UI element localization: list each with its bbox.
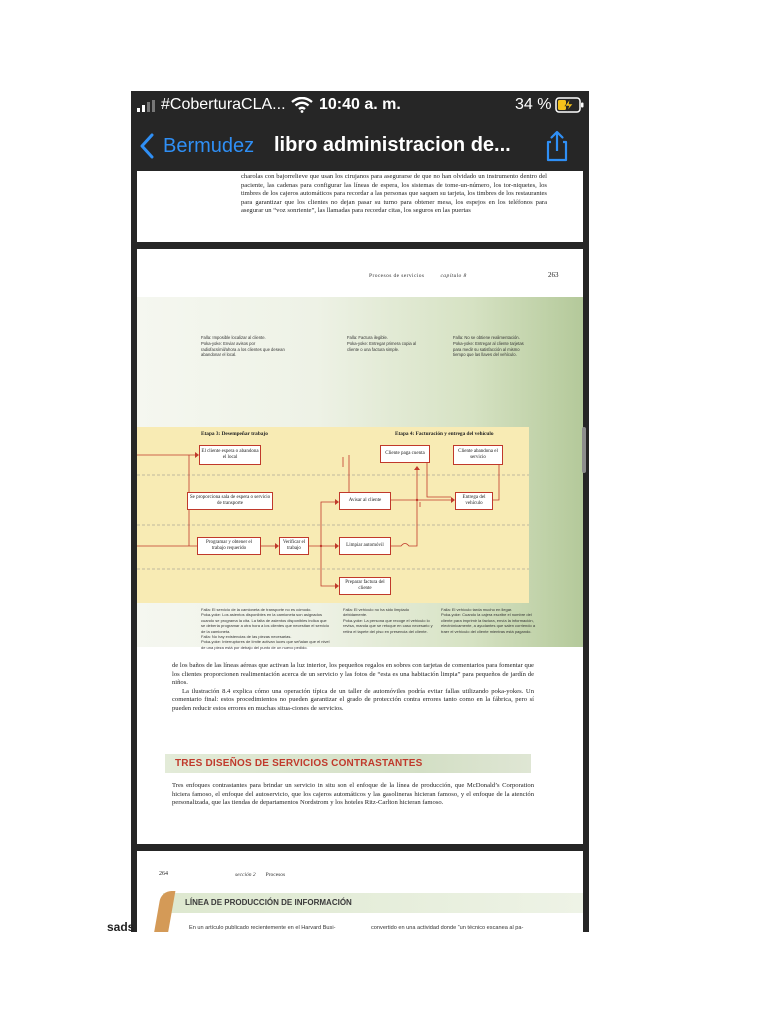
phone-screen [131,91,589,932]
page-number: 263 [548,271,559,279]
paragraph: Tres enfoques contrastantes para brindar un servicio in situ son el enfoque de la línea de producción, que McDonald’s Corporation hiciera famoso, el enfoque del autoservicio, que los cajeros automáticos y las gasolineras hicieran famoso, y el enfoque de la atención personalizada, que las tiendas de departamentos Nordstrom y los hoteles Ritz-Carlton hicieran famoso. [172,782,534,807]
flow-step-box: Avisar al cliente [339,492,391,510]
nav-bar [131,121,589,171]
wifi-icon [291,97,313,113]
box-title: LÍNEA DE PRODUCCIÓN DE INFORMACIÓN [185,898,352,907]
fail-note: Falla: Imposible localizar al cliente. Poka-yoke: Enviar avisos por radiofacsímil/ahora a los clientes que desean abandonar el local. [201,335,285,358]
fail-note: Falla: Factura ilegible. Poka-yoke: Entregar primera copia al cliente o una factura simple. [347,335,417,352]
battery-charging-icon [555,97,585,113]
page-text: charolas con bajorrelieve que usan los cirujanos para asegurarse de que no han olvidado un instrumento dentro del paciente, las cadenas para configurar las líneas de espera, los sistemas de tome-un-número, los tor-niquetes, los timbres de los cajeros automáticos para recordar a las personas que saquen su tarjeta, los timbres de los restaurantes para garantizar que los clientes no dejan pasar su turno para obtener mesa, los espejos en los teléfonos para asegurar un “voz sonriente”, las llamadas para recordar citas, los seguros en las puertas [241,173,547,214]
share-icon[interactable] [543,129,571,163]
flow-step-box: Verificar el trabajo [279,537,309,555]
back-button[interactable] [139,131,254,161]
running-head: Procesos de servicios capítulo 8 [369,273,467,279]
clock-time: 10:40 a. m. [319,96,401,113]
flow-step-box: Programar y obtener el trabajo requerido [197,537,261,555]
box-text: En un artículo publicado recientemente en el Harvard Busi- convertido en una actividad donde “un técnico escanea al pa- [189,925,524,931]
paragraph: de los baños de las líneas aéreas que activan la luz interior, los pequeños regalos en sobres con tarjetas de comentarios para fomentar que los clientes proporcionen realimentación acerca de un servicio y las fotos de “esta es una habitación limpia” para pequeños de jardín de niños. [172,662,534,687]
fail-note: Falla: El vehículo tarda mucho en llegar. Poka-yoke: Cuando la cajera escribe el nombre del cliente para imprimir la factura, envía la información, electrónicamente, a ayudantes que salen corriendo a traer el vehículo del cliente mientras está pagando. [441,607,536,634]
flow-step-box: Preparar factura del cliente [339,577,391,595]
signal-icon [137,100,155,112]
illustration-figure [137,297,583,650]
pdf-page-prev [137,171,583,242]
stray-label: sads [107,920,135,934]
status-bar [131,91,589,119]
chevron-left-icon [139,133,155,159]
stage-4-heading: Etapa 4: Facturación y entrega del vehículo [395,431,494,437]
pdf-page-264 [137,851,583,932]
fail-note: Falla: El servicio de la camioneta de transporte no es cómodo. Poka-yoke: Los asientos disponibles en la camioneta son asignados cuando se programa la cita. La falta de asientos disponibles indica que se debería programar a otra hora a los clientes que necesitan el servicio de la camioneta. Falla: No hay existencias de las piezas necesarias. Poka-yoke: Interruptores de límite activan luces que señalan que el nivel de una pieza está por debajo del punto de un nuevo pedido. [201,607,330,650]
box-heading [163,893,583,913]
page-number: 264 [159,871,168,877]
paragraph: La ilustración 8.4 explica cómo una operación típica de un taller de automóviles podría evitar fallas utilizando poka-yokes. Un comentario final: estos procedimientos no pueden garantizar el grado de protección contra errores tanto como en la fábrica, pero sí pueden reducir estos errores en muchas situa-ciones de servicios. [172,687,534,712]
running-head: sección 2 Procesos [235,872,286,878]
flow-step-box: Entrega del vehículo [455,492,493,510]
flow-step-box: Se proporciona sala de espera o servicio de transporte [187,492,273,510]
flow-step-box: El cliente espera o abandona el local [199,445,261,465]
pdf-page-263 [137,249,583,844]
fail-note: Falla: No se obtiene realimentación. Poka-yoke: Entregar al cliente tarjetas para medir su satisfacción al mismo tiempo que las llaves del vehículo. [453,335,524,358]
carrier-name: #CoberturaCLA... [161,96,286,113]
scroll-indicator[interactable] [582,427,586,473]
stage-3-heading: Etapa 3: Desempeñar trabajo [201,431,268,437]
section-heading [165,754,531,773]
flow-step-box: Cliente abandona el servicio [453,445,503,465]
battery-percent: 34 % [515,96,552,113]
body-text [172,662,534,714]
section-title: TRES DISEÑOS DE SERVICIOS CONTRASTANTES [175,758,423,769]
fail-note: Falla: El vehículo no ha sido limpiado debidamente. Poka-yoke: La persona que recoge el vehículo lo revisa, manda que se retoque en caso necesario y retira el tapete del piso en presencia del cliente. [343,607,433,634]
back-label: Bermudez [163,134,255,157]
flow-step-box: Limpiar automóvil [339,537,391,555]
flow-step-box: Cliente paga cuenta [380,445,430,463]
document-title: libro administracion de... [274,134,511,156]
